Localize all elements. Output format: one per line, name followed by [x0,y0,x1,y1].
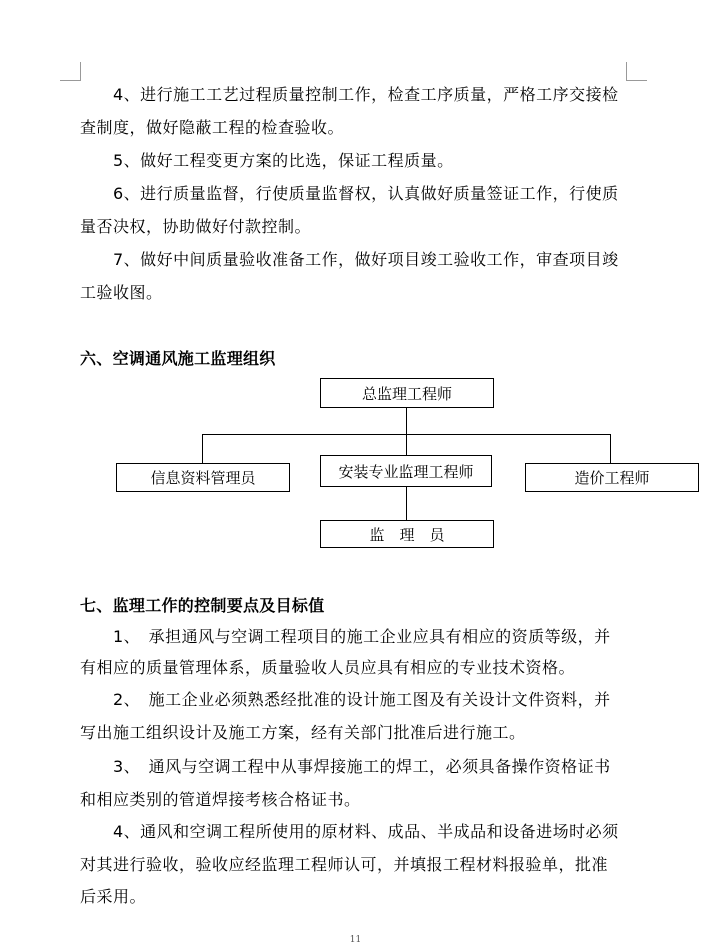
org-box-info-admin: 信息资料管理员 [116,463,290,492]
section-7-heading: 七、监理工作的控制要点及目标值 [80,596,325,615]
connector-left-down [202,434,203,463]
page-number: 11 [349,935,362,945]
item-4-line1: 4、进行施工工艺过程质量控制工作，检查工序质量，严格工序交接检 [113,85,619,104]
s7-item-3-line2: 和相应类别的管道焊接考核合格证书。 [80,790,361,809]
section-6-heading: 六、空调通风施工监理组织 [80,349,276,368]
s7-item-2-line2: 写出施工组织设计及施工方案，经有关部门批准后进行施工。 [80,723,526,742]
org-box-chief-supervisor: 总监理工程师 [320,378,494,408]
s7-item-4-line3: 后采用。 [80,887,147,906]
item-5-line1: 5、做好工程变更方案的比选，保证工程质量。 [113,151,454,170]
s7-item-4-line1: 4、通风和空调工程所使用的原材料、成品、半成品和设备进场时必须 [113,822,619,841]
org-box-supervisor: 监 理 员 [320,520,494,548]
s7-item-2-line1: 2、 施工企业必须熟悉经批准的设计施工图及有关设计文件资料，并 [113,690,611,709]
item-6-line2: 量否决权，协助做好付款控制。 [80,217,312,236]
s7-item-3-line1: 3、 通风与空调工程中从事焊接施工的焊工，必须具备操作资格证书 [113,757,611,776]
crop-mark-left-h [60,80,81,81]
s7-item-4-line2: 对其进行验收，验收应经监理工程师认可，并填报工程材料报验单，批准 [80,855,609,874]
item-6-line1: 6、进行质量监督，行使质量监督权，认真做好质量签证工作，行使质 [113,184,619,203]
connector-root-down [406,407,407,435]
item-7-line1: 7、做好中间质量验收准备工作，做好项目竣工验收工作，审查项目竣 [113,250,619,269]
s7-item-1-line1: 1、 承担通风与空调工程项目的施工企业应具有相应的资质等级，并 [113,627,611,646]
connector-right-down [610,434,611,463]
org-box-cost-engineer: 造价工程师 [525,463,699,492]
item-7-line2: 工验收图。 [80,283,163,302]
s7-item-1-line2: 有相应的质量管理体系，质量验收人员应具有相应的专业技术资格。 [80,658,576,677]
org-box-installation-supervisor: 安装专业监理工程师 [320,455,492,487]
item-4-line2: 查制度，做好隐蔽工程的检查验收。 [80,118,345,137]
